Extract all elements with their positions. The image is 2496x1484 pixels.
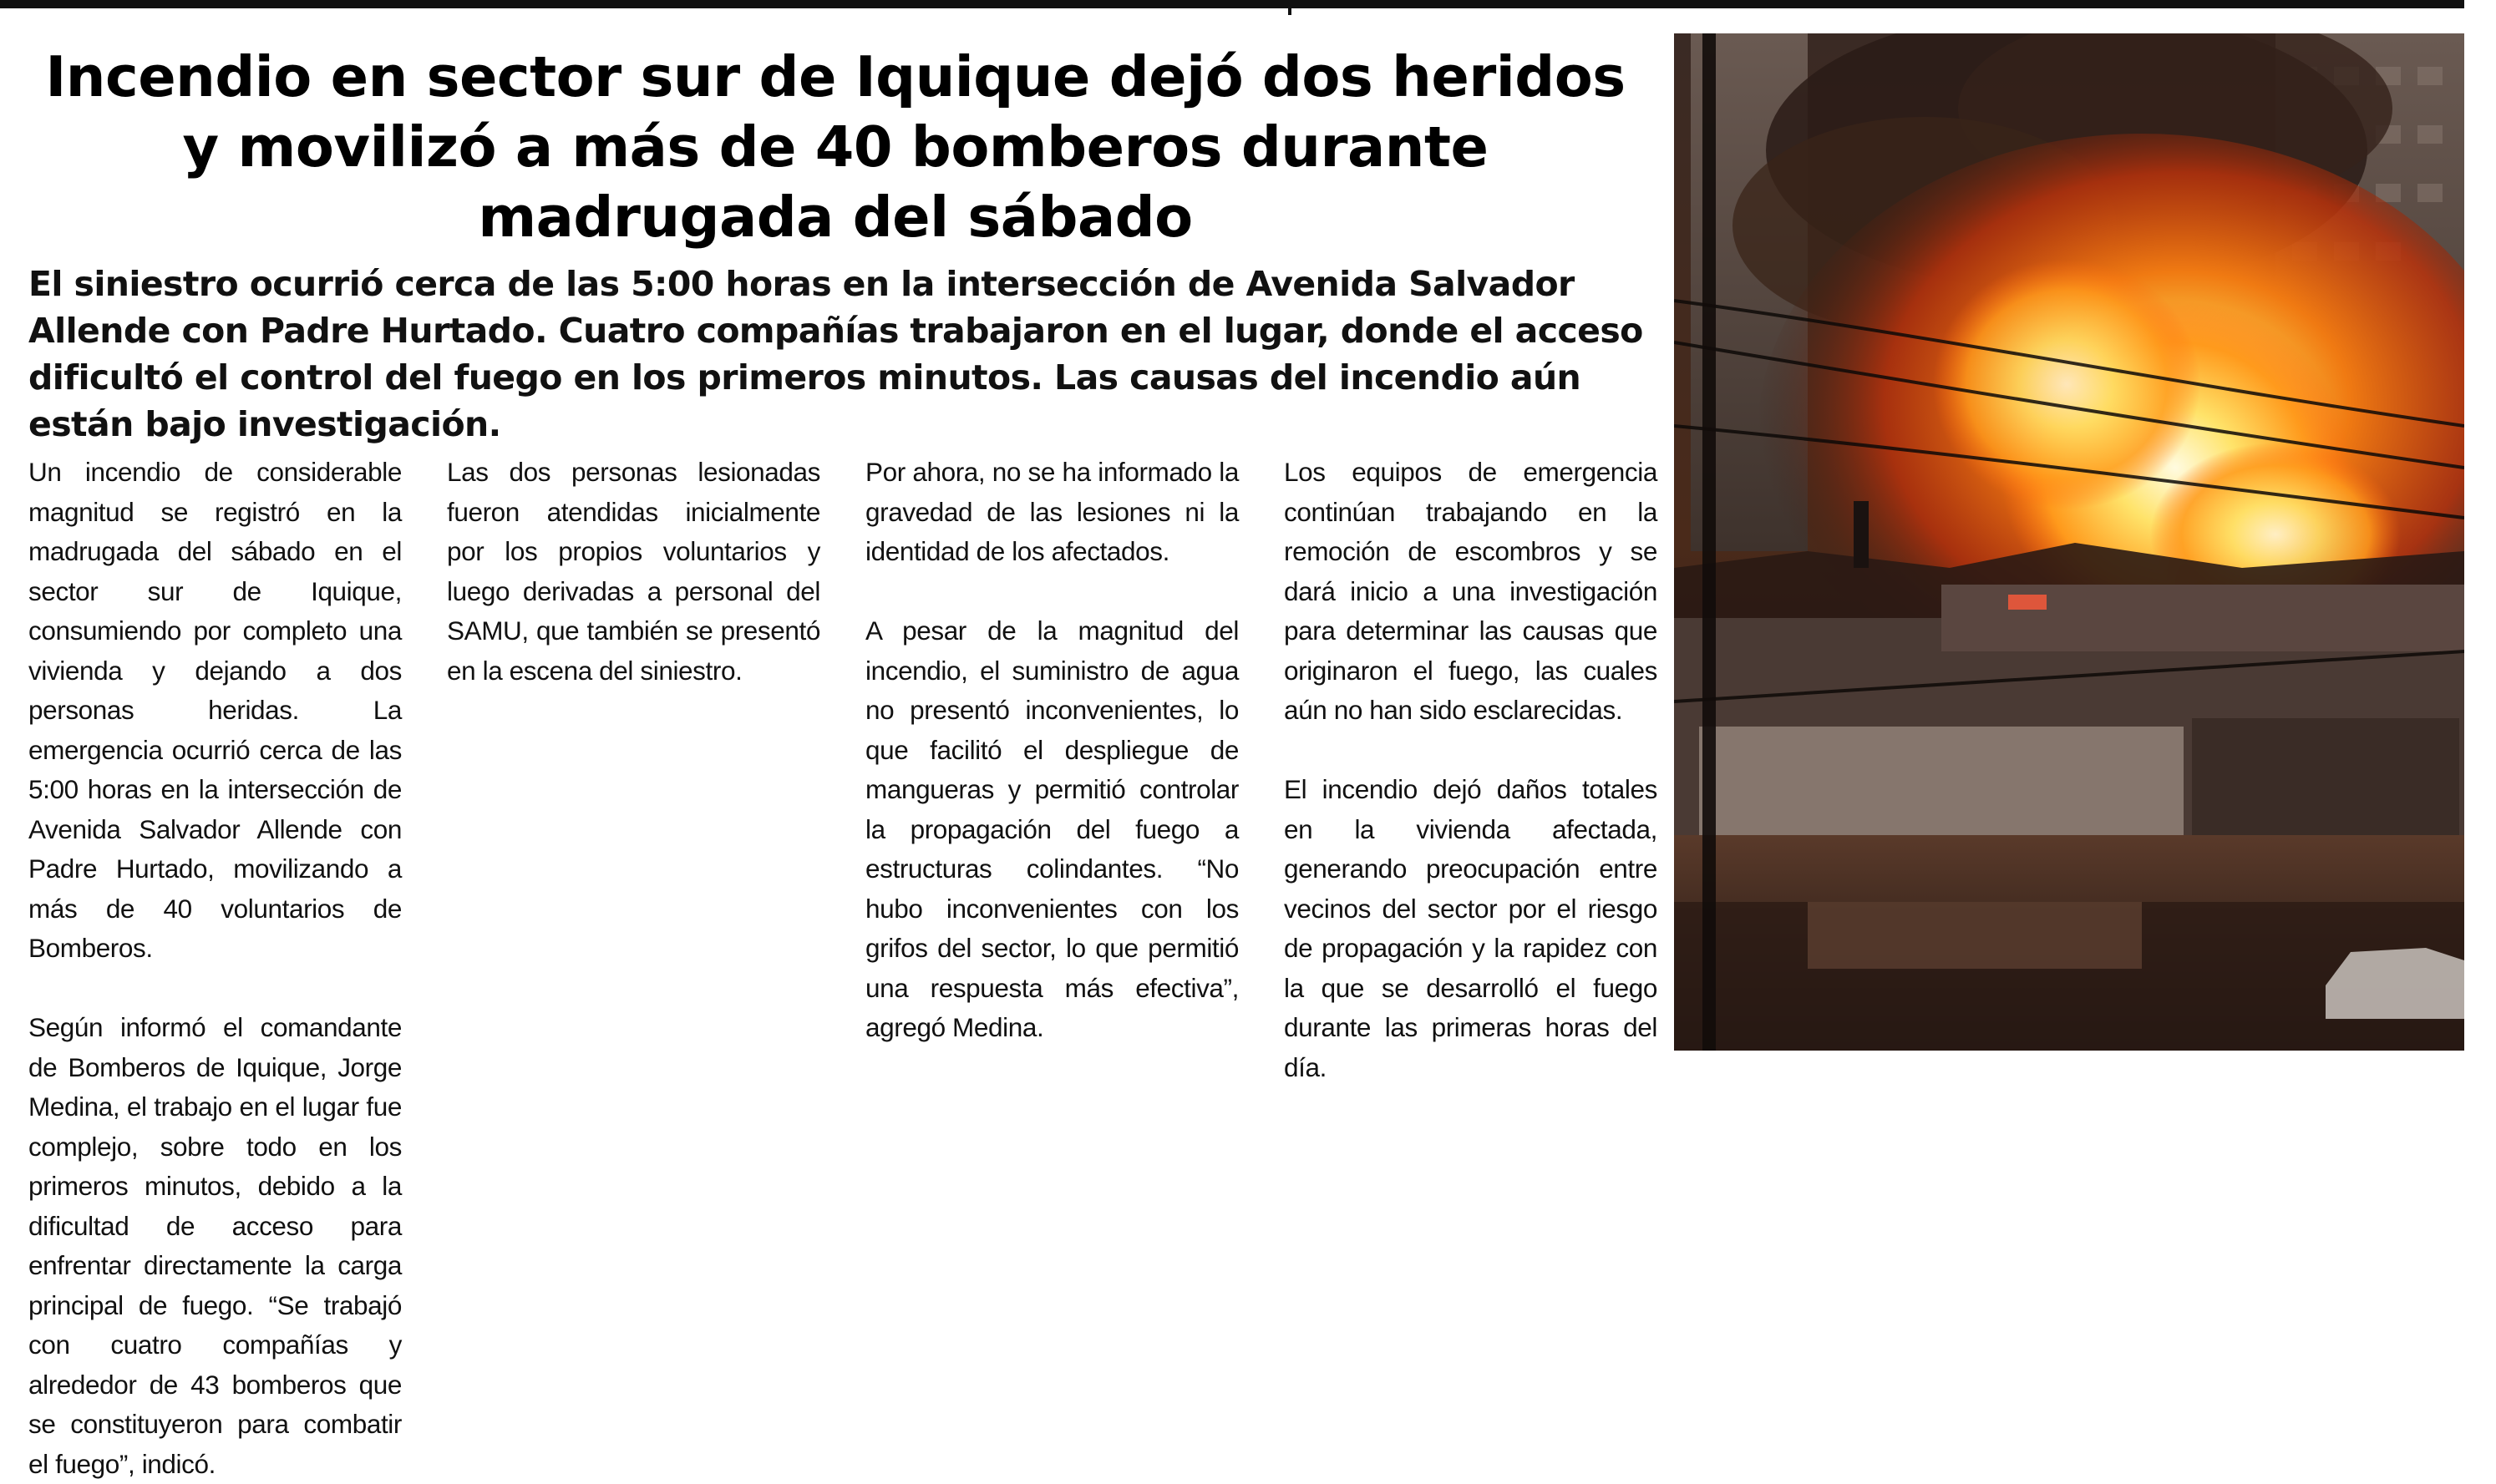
body-paragraph: Las dos personas lesionadas fueron atendidas inicialmente por los propios voluntarios y luego derivadas a personal del SAMU, que también se presentó en la escena del siniestro. <box>447 457 820 686</box>
top-rule-tick <box>1288 7 1291 15</box>
body-paragraph: El incendio dejó daños totales en la vivienda afectada, generando preocupación entre vecinos del sector por el riesgo de propagación y la rapidez con la que se desarrolló el fuego durante las primeras horas del día. <box>1284 774 1657 1082</box>
article-lead: El siniestro ocurrió cerca de las 5:00 horas en la intersección de Avenida Salvador Allende con Padre Hurtado. Cuatro compañías trabajaron en el lugar, donde el acceso dificultó el control del fuego en los primeros minutos. Las causas del incendio aún están bajo investigación. <box>28 264 1643 444</box>
article-headline: Incendio en sector sur de Iquique dejó dos heridos y movilizó a más de 40 bomberos durante madrugada del sábado <box>45 44 1626 250</box>
top-rule <box>0 0 2464 8</box>
column-2 <box>447 453 820 1087</box>
column-4 <box>1284 453 1657 1087</box>
body-paragraph: A pesar de la magnitud del incendio, el suministro de agua no presentó inconvenientes, lo que facilitó el despliegue de mangueras y permitió controlar la propagación del fuego a estructuras colindantes. “No hubo inconvenientes con los grifos del sector, lo que permitió una respuesta más efectiva”, agregó Medina. <box>865 615 1239 1042</box>
column-1 <box>28 453 402 1479</box>
fire-photo-illustration <box>1674 33 2464 1051</box>
fire-photo <box>1674 33 2464 1051</box>
column-3 <box>865 453 1239 1087</box>
article-body <box>28 453 1657 1479</box>
body-paragraph: Los equipos de emergencia continúan trabajando en la remoción de escombros y se dará inicio a una investigación para determinar las causas que originaron el fuego, las cuales aún no han sido esclarecidas. <box>1284 457 1657 725</box>
body-paragraph: Un incendio de considerable magnitud se registró en la madrugada del sábado en el sector sur de Iquique, consumiendo por completo una vivienda y dejando a dos personas heridas. La emergencia ocurrió cerca de las 5:00 horas en la intersección de Avenida Salvador Allende con Padre Hurtado, movilizando a más de 40 voluntarios de Bomberos. <box>28 457 402 963</box>
body-paragraph: Según informó el comandante de Bomberos de Iquique, Jorge Medina, el trabajo en el lugar fue complejo, sobre todo en los primeros minutos, debido a la dificultad de acceso para enfrentar directamente la carga principal de fuego. “Se trabajó con cuatro compañías y alrededor de 43 bomberos que se constituyeron para combatir el fuego”, indicó. <box>28 1012 402 1479</box>
body-paragraph: Por ahora, no se ha informado la gravedad de las lesiones ni la identidad de los afectados. <box>865 457 1239 566</box>
